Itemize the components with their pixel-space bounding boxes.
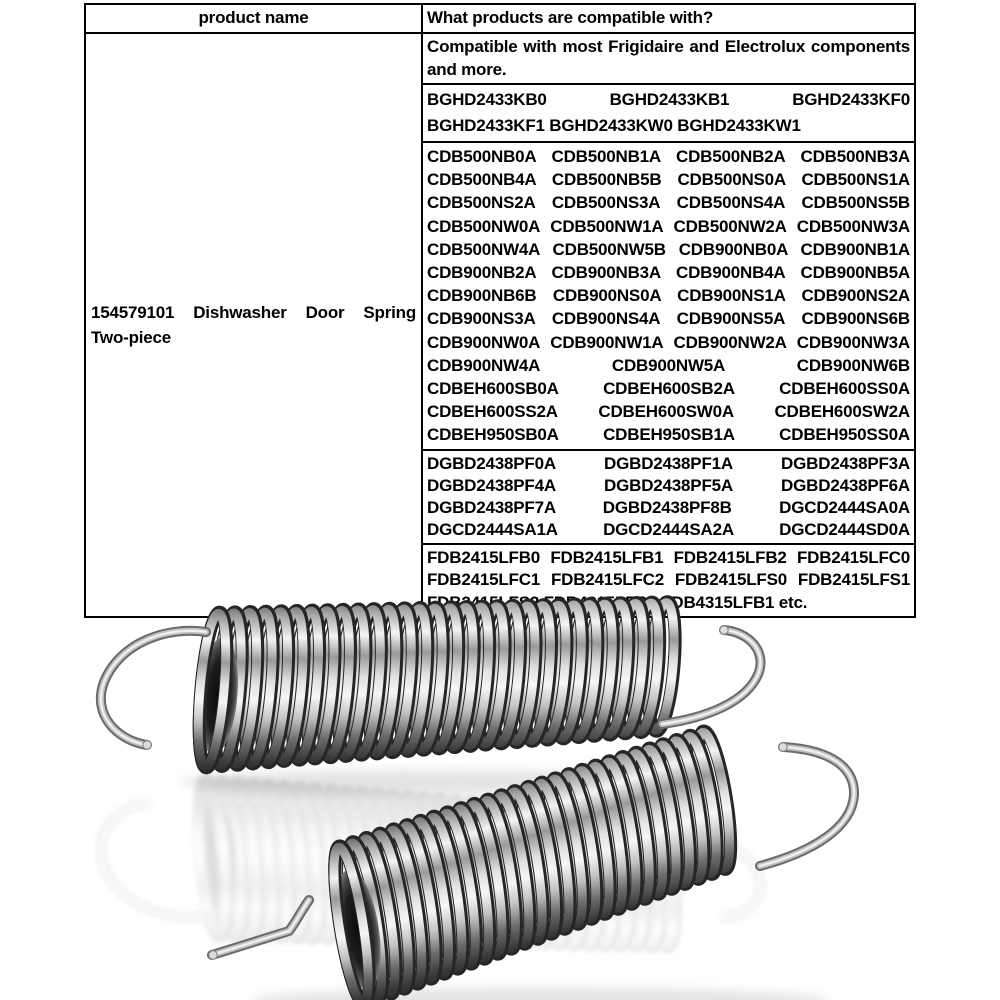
- product-name-line-1: 154579101 Dishwasher Door Spring: [91, 302, 416, 322]
- compatibility-table: [84, 3, 916, 618]
- compat-rows: [423, 34, 914, 616]
- compat-line: CDB500NB0A CDB500NB1A CDB500NB2A CDB500NB3A: [427, 147, 910, 166]
- compat-row-cdb: [423, 143, 914, 451]
- compat-row-dgbd-dgcd: [423, 451, 914, 545]
- compat-line: DGBD2438PF0A DGBD2438PF1A DGBD2438PF3A: [427, 453, 910, 473]
- compat-line: CDBEH600SS2A CDBEH600SW0A CDBEH600SW2A: [427, 402, 910, 422]
- header-compat-question: What products are compatible with?: [427, 8, 714, 27]
- compat-line: CDB500NW0A CDB500NW1A CDB500NW2A CDB500NW3A: [427, 216, 910, 236]
- spring-bottom: [209, 716, 854, 1000]
- compat-line: DGCD2444SA1A DGCD2444SA2A DGCD2444SD0A: [427, 519, 910, 539]
- compat-line: FDB2415LFC1 FDB2415LFC2 FDB2415LFS0 FDB2415LFS1: [427, 570, 910, 590]
- product-name-cell: [86, 34, 423, 616]
- product-name-line-2: Two-piece: [91, 327, 172, 347]
- compat-line: and more.: [427, 59, 507, 79]
- compat-line: CDB500NB4A CDB500NB5B CDB500NS0A CDB500NS1A: [427, 170, 910, 190]
- compat-line: CDBEH600SB0A CDBEH600SB2A CDBEH600SS0A: [427, 379, 910, 399]
- compat-line: DGBD2438PF4A DGBD2438PF5A DGBD2438PF6A: [427, 475, 910, 495]
- compat-line: DGBD2438PF7A DGBD2438PF8B DGCD2444SA0A: [427, 497, 910, 517]
- compat-line: Compatible with most Frigidaire and Electrolux components: [427, 37, 910, 56]
- compat-line: CDB900NS3A CDB900NS4A CDB900NS5A CDB900NS6B: [427, 309, 910, 329]
- table-body: [86, 34, 914, 616]
- compat-line: CDB500NS2A CDB500NS3A CDB500NS4A CDB500NS5B: [427, 193, 910, 213]
- compat-row-fdb: [423, 545, 914, 616]
- compat-line: CDB900NW4A CDB900NW5A CDB900NW6B: [427, 355, 910, 375]
- compat-line: FDB2415LFS2 FDB4315LFB0 FDB4315LFB1 etc.: [427, 592, 808, 612]
- header-product-name: product name: [86, 5, 423, 32]
- compat-line: CDB900NB2A CDB900NB3A CDB900NB4A CDB900NB5A: [427, 263, 910, 283]
- compat-line: FDB2415LFB0 FDB2415LFB1 FDB2415LFB2 FDB2415LFC0: [427, 548, 910, 568]
- compat-line: BGHD2433KB0 BGHD2433KB1 BGHD2433KF0: [427, 90, 910, 109]
- compat-line: CDB900NB6B CDB900NS0A CDB900NS1A CDB900NS2A: [427, 286, 910, 306]
- compat-row-bghd: [423, 85, 914, 143]
- compat-line: CDB500NW4A CDB500NW5B CDB900NB0A CDB900NB1A: [427, 239, 910, 259]
- compat-line: CDBEH950SB0A CDBEH950SB1A CDBEH950SS0A: [427, 425, 910, 445]
- compat-line: BGHD2433KF1 BGHD2433KW0 BGHD2433KW1: [427, 116, 801, 135]
- compat-row-intro: [423, 34, 914, 85]
- table-header-row: [86, 5, 914, 34]
- compat-line: CDB900NW0A CDB900NW1A CDB900NW2A CDB900NW3A: [427, 332, 910, 352]
